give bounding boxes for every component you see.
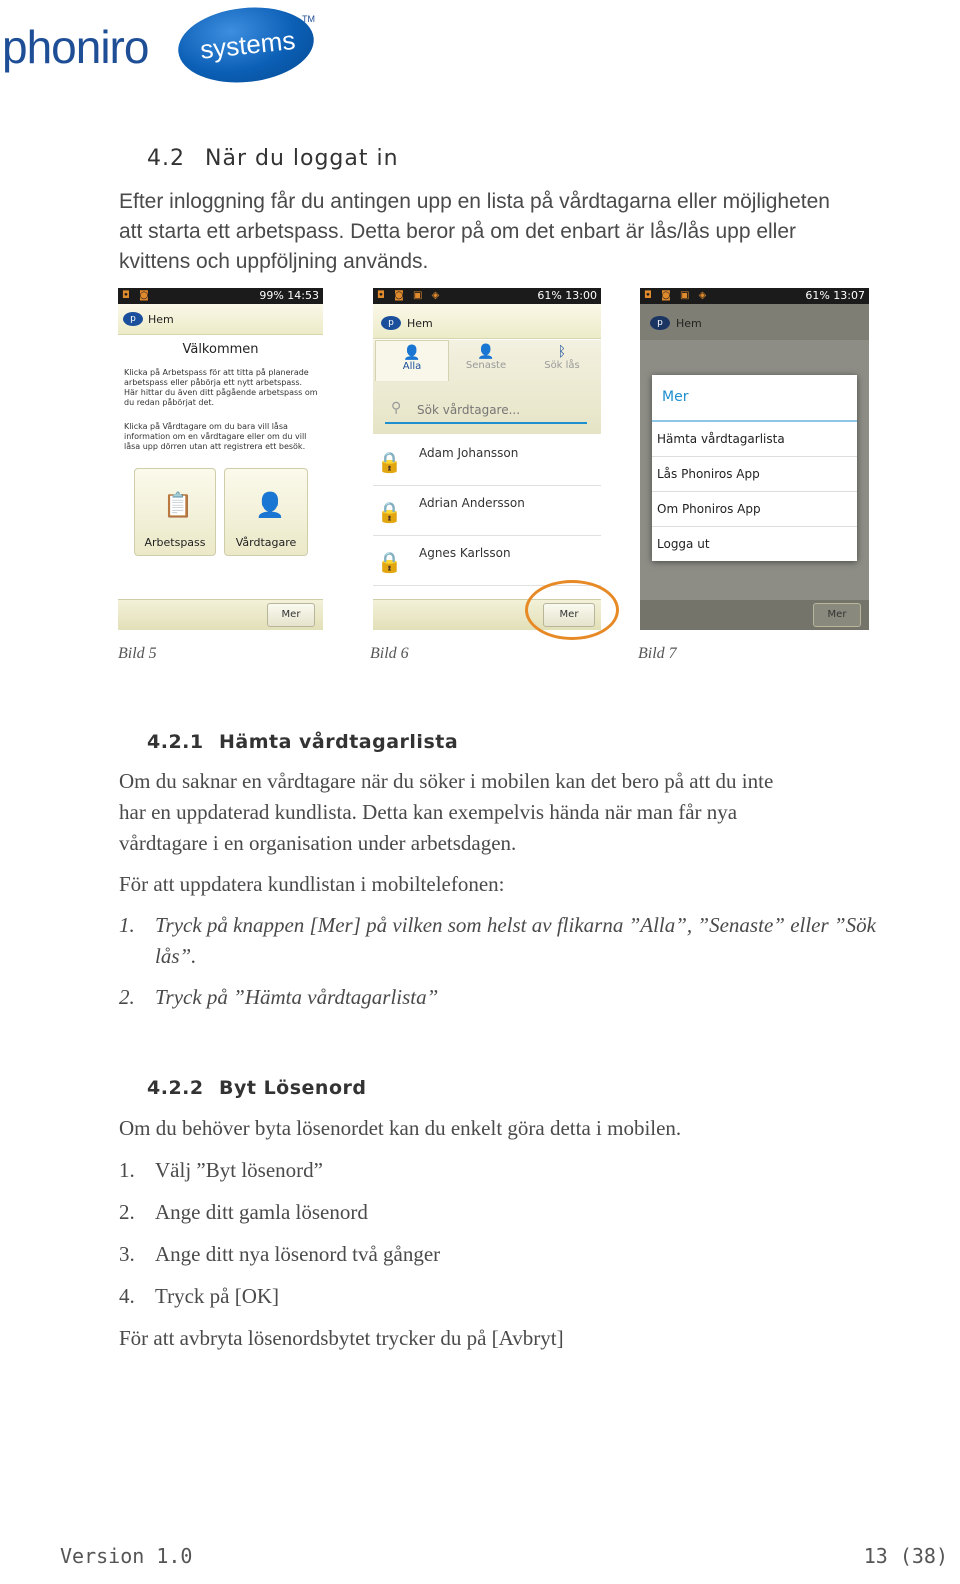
- patient-name: Agnes Karlsson: [419, 546, 511, 560]
- more-menu: [652, 375, 857, 561]
- mer-button[interactable]: Mer: [813, 603, 861, 627]
- tab-senaste[interactable]: [449, 340, 523, 380]
- list-item[interactable]: [373, 486, 601, 536]
- step-number: 2.: [119, 985, 135, 1009]
- intro-line: kvittens och uppföljning används.: [119, 250, 429, 273]
- status-time: 13:07: [833, 289, 865, 302]
- menu-item-las-app[interactable]: Lås Phoniros App: [652, 457, 857, 492]
- lock-icon: 🔒: [377, 450, 402, 474]
- app-bar: [373, 304, 601, 339]
- logo-badge: [175, 1, 318, 89]
- caption-bild6: Bild 6: [370, 645, 409, 662]
- section-title: När du loggat in: [205, 146, 399, 171]
- list-item[interactable]: [373, 436, 601, 486]
- person-search-icon: 👤: [255, 491, 285, 519]
- person-icon: 👤: [477, 344, 495, 360]
- menu-item-logga-ut[interactable]: Logga ut: [657, 537, 710, 551]
- intro-line: Efter inloggning får du antingen upp en lista på vårdtagarna eller möjligheten: [119, 190, 830, 213]
- logo-trademark: TM: [302, 14, 315, 24]
- subsection-paragraph: [119, 766, 939, 859]
- lock-icon: 🔒: [377, 550, 402, 574]
- welcome-text-1: Klicka på Arbetspass för att titta på planerade arbetspass eller påbörja ett nytt arbetspass. Här hittar du även ditt pågående arbetspass om du redan påbörjat det.: [124, 368, 318, 407]
- step-number: 4.: [119, 1284, 135, 1308]
- vardtagare-label: Vårdtagare: [235, 536, 297, 549]
- subsection-number: 4.2.2: [147, 1077, 204, 1099]
- status-icons: ◘ ◙ ▣ ◈: [644, 290, 710, 301]
- cancel-instruction: För att avbryta lösenordsbytet trycker du på [Avbryt]: [119, 1326, 564, 1350]
- app-title: Hem: [676, 317, 702, 330]
- step-text: Ange ditt gamla lösenord: [155, 1200, 368, 1224]
- clipboard-icon: 📋: [163, 491, 193, 519]
- step-text: Tryck på [OK]: [155, 1284, 280, 1308]
- tab-alla[interactable]: [375, 340, 449, 381]
- search-icon: ⚲: [391, 400, 402, 416]
- app-bar-dimmed: [640, 304, 869, 340]
- status-bar: [118, 288, 323, 304]
- search-placeholder: Sök vårdtagare...: [417, 403, 521, 417]
- search-field[interactable]: [385, 400, 587, 424]
- tab-senaste-label: Senaste: [465, 360, 507, 371]
- subsection-title: Byt Lösenord: [219, 1077, 367, 1099]
- phoniro-p-icon: p: [650, 316, 670, 330]
- subsection-title: Hämta vårdtagarlista: [219, 731, 459, 753]
- caption-bild7: Bild 7: [638, 645, 677, 662]
- tab-sok-las-label: Sök lås: [544, 360, 580, 371]
- logo-badge-text: systems: [198, 24, 297, 65]
- app-title: Hem: [148, 313, 174, 326]
- bottom-bar-dimmed: [640, 600, 869, 630]
- instruction-lead: För att uppdatera kundlistan i mobiltelefonen:: [119, 872, 505, 896]
- caption-bild5: Bild 5: [118, 645, 157, 662]
- step-text: Ange ditt nya lösenord två gånger: [155, 1242, 441, 1266]
- bottom-bar: [118, 599, 323, 630]
- step-number: 1.: [119, 913, 135, 937]
- step-text: lås”.: [155, 944, 197, 968]
- step-item: [119, 1197, 368, 1228]
- section-number: 4.2: [147, 146, 185, 171]
- highlight-circle: [525, 580, 619, 640]
- step-item: [119, 910, 939, 972]
- screenshot-bild5: [118, 288, 323, 630]
- subsection-number: 4.2.1: [147, 731, 204, 753]
- section-intro: [119, 187, 919, 277]
- status-icons: ◘ ◙: [122, 290, 152, 301]
- mer-button[interactable]: Mer: [543, 603, 595, 627]
- lock-icon: 🔒: [377, 500, 402, 524]
- step-number: 3.: [119, 1242, 135, 1266]
- arbetspass-tile[interactable]: [134, 468, 216, 556]
- screenshot-bild7: [640, 288, 869, 630]
- step-item: [119, 1155, 323, 1186]
- bluetooth-icon: ᛒ: [557, 344, 567, 360]
- status-battery: 61%: [537, 289, 562, 302]
- tab-sok-las[interactable]: [525, 340, 599, 380]
- vardtagare-tile[interactable]: [224, 468, 308, 556]
- step-text: Tryck på ”Hämta vårdtagarlista”: [155, 985, 439, 1009]
- list-item[interactable]: [373, 536, 601, 586]
- logo-wordmark: phoniro: [2, 21, 149, 73]
- tab-alla-label: Alla: [402, 361, 422, 372]
- person-icon: 👤: [403, 345, 421, 361]
- tab-area: [373, 340, 601, 434]
- step-text: Välj ”Byt lösenord”: [155, 1158, 323, 1182]
- phoniro-p-icon: p: [381, 316, 401, 330]
- welcome-heading: Välkommen: [182, 342, 259, 357]
- patient-name: Adrian Andersson: [419, 496, 525, 510]
- step-item: [119, 982, 939, 1013]
- step-number: 2.: [119, 1200, 135, 1224]
- mer-button[interactable]: Mer: [267, 603, 315, 627]
- status-bar: [373, 288, 601, 304]
- welcome-text-2: Klicka på Vårdtagare om du bara vill låsa information om en vårdtagare eller om du vill låsa upp dörren utan att registrera ett besök.: [124, 422, 307, 451]
- app-title: Hem: [407, 317, 433, 330]
- subsection-paragraph: Om du behöver byta lösenordet kan du enkelt göra detta i mobilen.: [119, 1116, 682, 1140]
- status-time: 14:53: [287, 289, 319, 302]
- step-item: [119, 1239, 440, 1270]
- step-text: Tryck på knappen [Mer] på vilken som helst av flikarna ”Alla”, ”Senaste” eller ”Sök: [155, 913, 876, 937]
- paragraph-line: Om du saknar en vårdtagare när du söker i mobilen kan det bero på att du inte: [119, 769, 774, 793]
- paragraph-line: har en uppdaterad kundlista. Detta kan exempelvis hända när man får nya: [119, 800, 738, 824]
- step-number: 1.: [119, 1158, 135, 1182]
- status-battery: 61%: [805, 289, 830, 302]
- menu-title: Mer: [652, 375, 857, 422]
- status-battery: 99%: [259, 289, 284, 302]
- intro-line: att starta ett arbetspass. Detta beror på om det enbart är lås/lås upp eller: [119, 220, 797, 243]
- footer-version: Version 1.0: [60, 1544, 193, 1568]
- menu-item-om-app[interactable]: Om Phoniros App: [652, 492, 857, 527]
- patient-name: Adam Johansson: [419, 446, 519, 460]
- status-icons: ◘ ◙ ▣ ◈: [377, 290, 443, 301]
- menu-item-hamta[interactable]: Hämta vårdtagarlista: [652, 422, 857, 457]
- paragraph-line: vårdtagare i en organisation under arbetsdagen.: [119, 831, 517, 855]
- footer-page-number: 13 (38): [863, 1544, 948, 1568]
- step-item: [119, 1281, 279, 1312]
- app-bar: [118, 304, 323, 335]
- status-time: 13:00: [565, 289, 597, 302]
- screenshot-bild6: [373, 288, 601, 630]
- arbetspass-label: Arbetspass: [144, 536, 206, 549]
- status-bar: [640, 288, 869, 304]
- phoniro-p-icon: p: [123, 312, 143, 326]
